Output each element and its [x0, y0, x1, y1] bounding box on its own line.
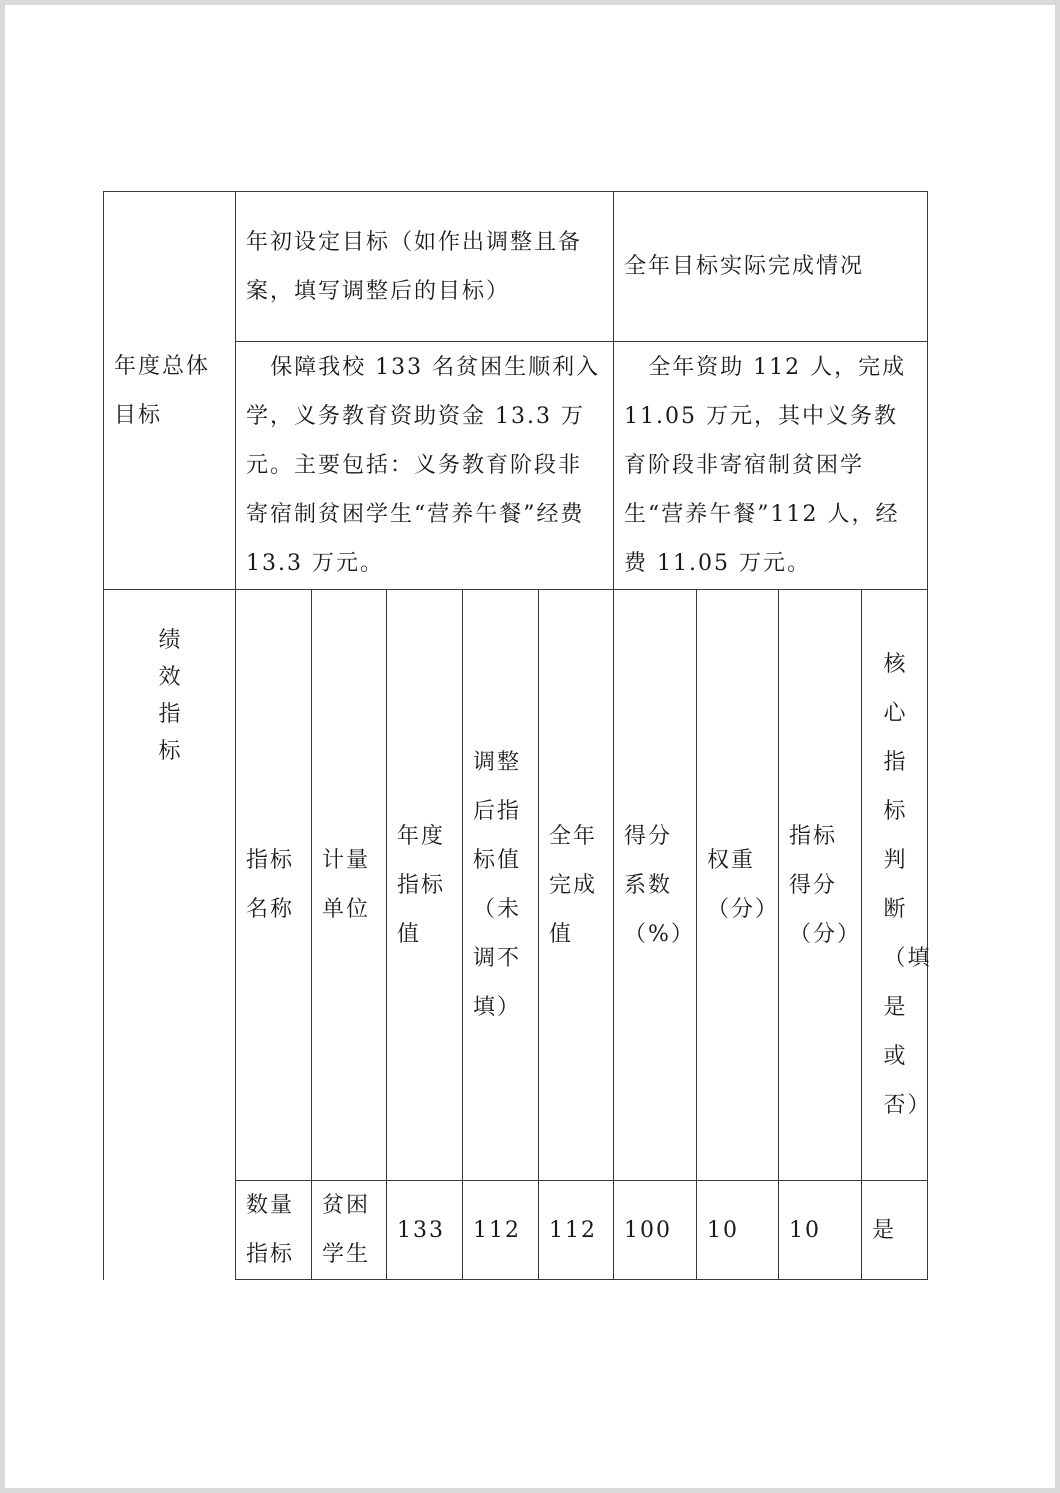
column-header: 核心指标判断（填是或否）	[862, 590, 928, 1181]
table-cell: 贫困学生	[312, 1181, 387, 1280]
initial-goal-header-cell	[236, 192, 614, 342]
performance-table	[103, 191, 932, 1280]
document-page	[5, 5, 1055, 1488]
column-header: 调整后指标值（未调不填）	[463, 590, 539, 1181]
column-header: 计量单位	[312, 590, 387, 1181]
performance-label-cell	[104, 590, 236, 1280]
table-cell: 10	[779, 1181, 862, 1280]
initial-goal-text: 保障我校 133 名贫困生顺利入学，义务教育资助资金 13.3 万元。主要包括：义务教育阶段非寄宿制贫困学生“营养午餐”经费 13.3 万元。	[246, 355, 601, 576]
column-header: 全年完成值	[539, 590, 614, 1181]
column-header: 权重（分）	[697, 590, 779, 1181]
table-cell: 100	[614, 1181, 697, 1280]
table-cell: 数量指标	[236, 1181, 312, 1280]
actual-completion-text: 全年资助 112 人，完成 11.05 万元，其中义务教育阶段非寄宿制贫困学生“营养午餐”112 人，经费 11.05 万元。	[624, 355, 907, 576]
column-header: 指标得分（分）	[779, 590, 862, 1181]
annual-goal-label-cell	[104, 192, 236, 590]
table-cell: 是	[862, 1181, 928, 1280]
initial-goal-header: 年初设定目标（如作出调整且备案，填写调整后的目标）	[246, 229, 583, 304]
initial-goal-text-cell	[236, 342, 614, 590]
actual-completion-header: 全年目标实际完成情况	[624, 254, 865, 279]
column-header: 年度指标值	[387, 590, 463, 1181]
table-cell: 10	[697, 1181, 779, 1280]
table-cell: 112	[539, 1181, 614, 1280]
actual-completion-header-cell	[614, 192, 928, 342]
performance-label: 绩效指标	[158, 628, 183, 764]
column-header: 得分系数（%）	[614, 590, 697, 1181]
column-header: 指标名称	[236, 590, 312, 1181]
table-cell: 133	[387, 1181, 463, 1280]
actual-completion-text-cell	[614, 342, 928, 590]
annual-goal-label: 年度总体目标	[114, 353, 211, 428]
table-cell: 112	[463, 1181, 539, 1280]
